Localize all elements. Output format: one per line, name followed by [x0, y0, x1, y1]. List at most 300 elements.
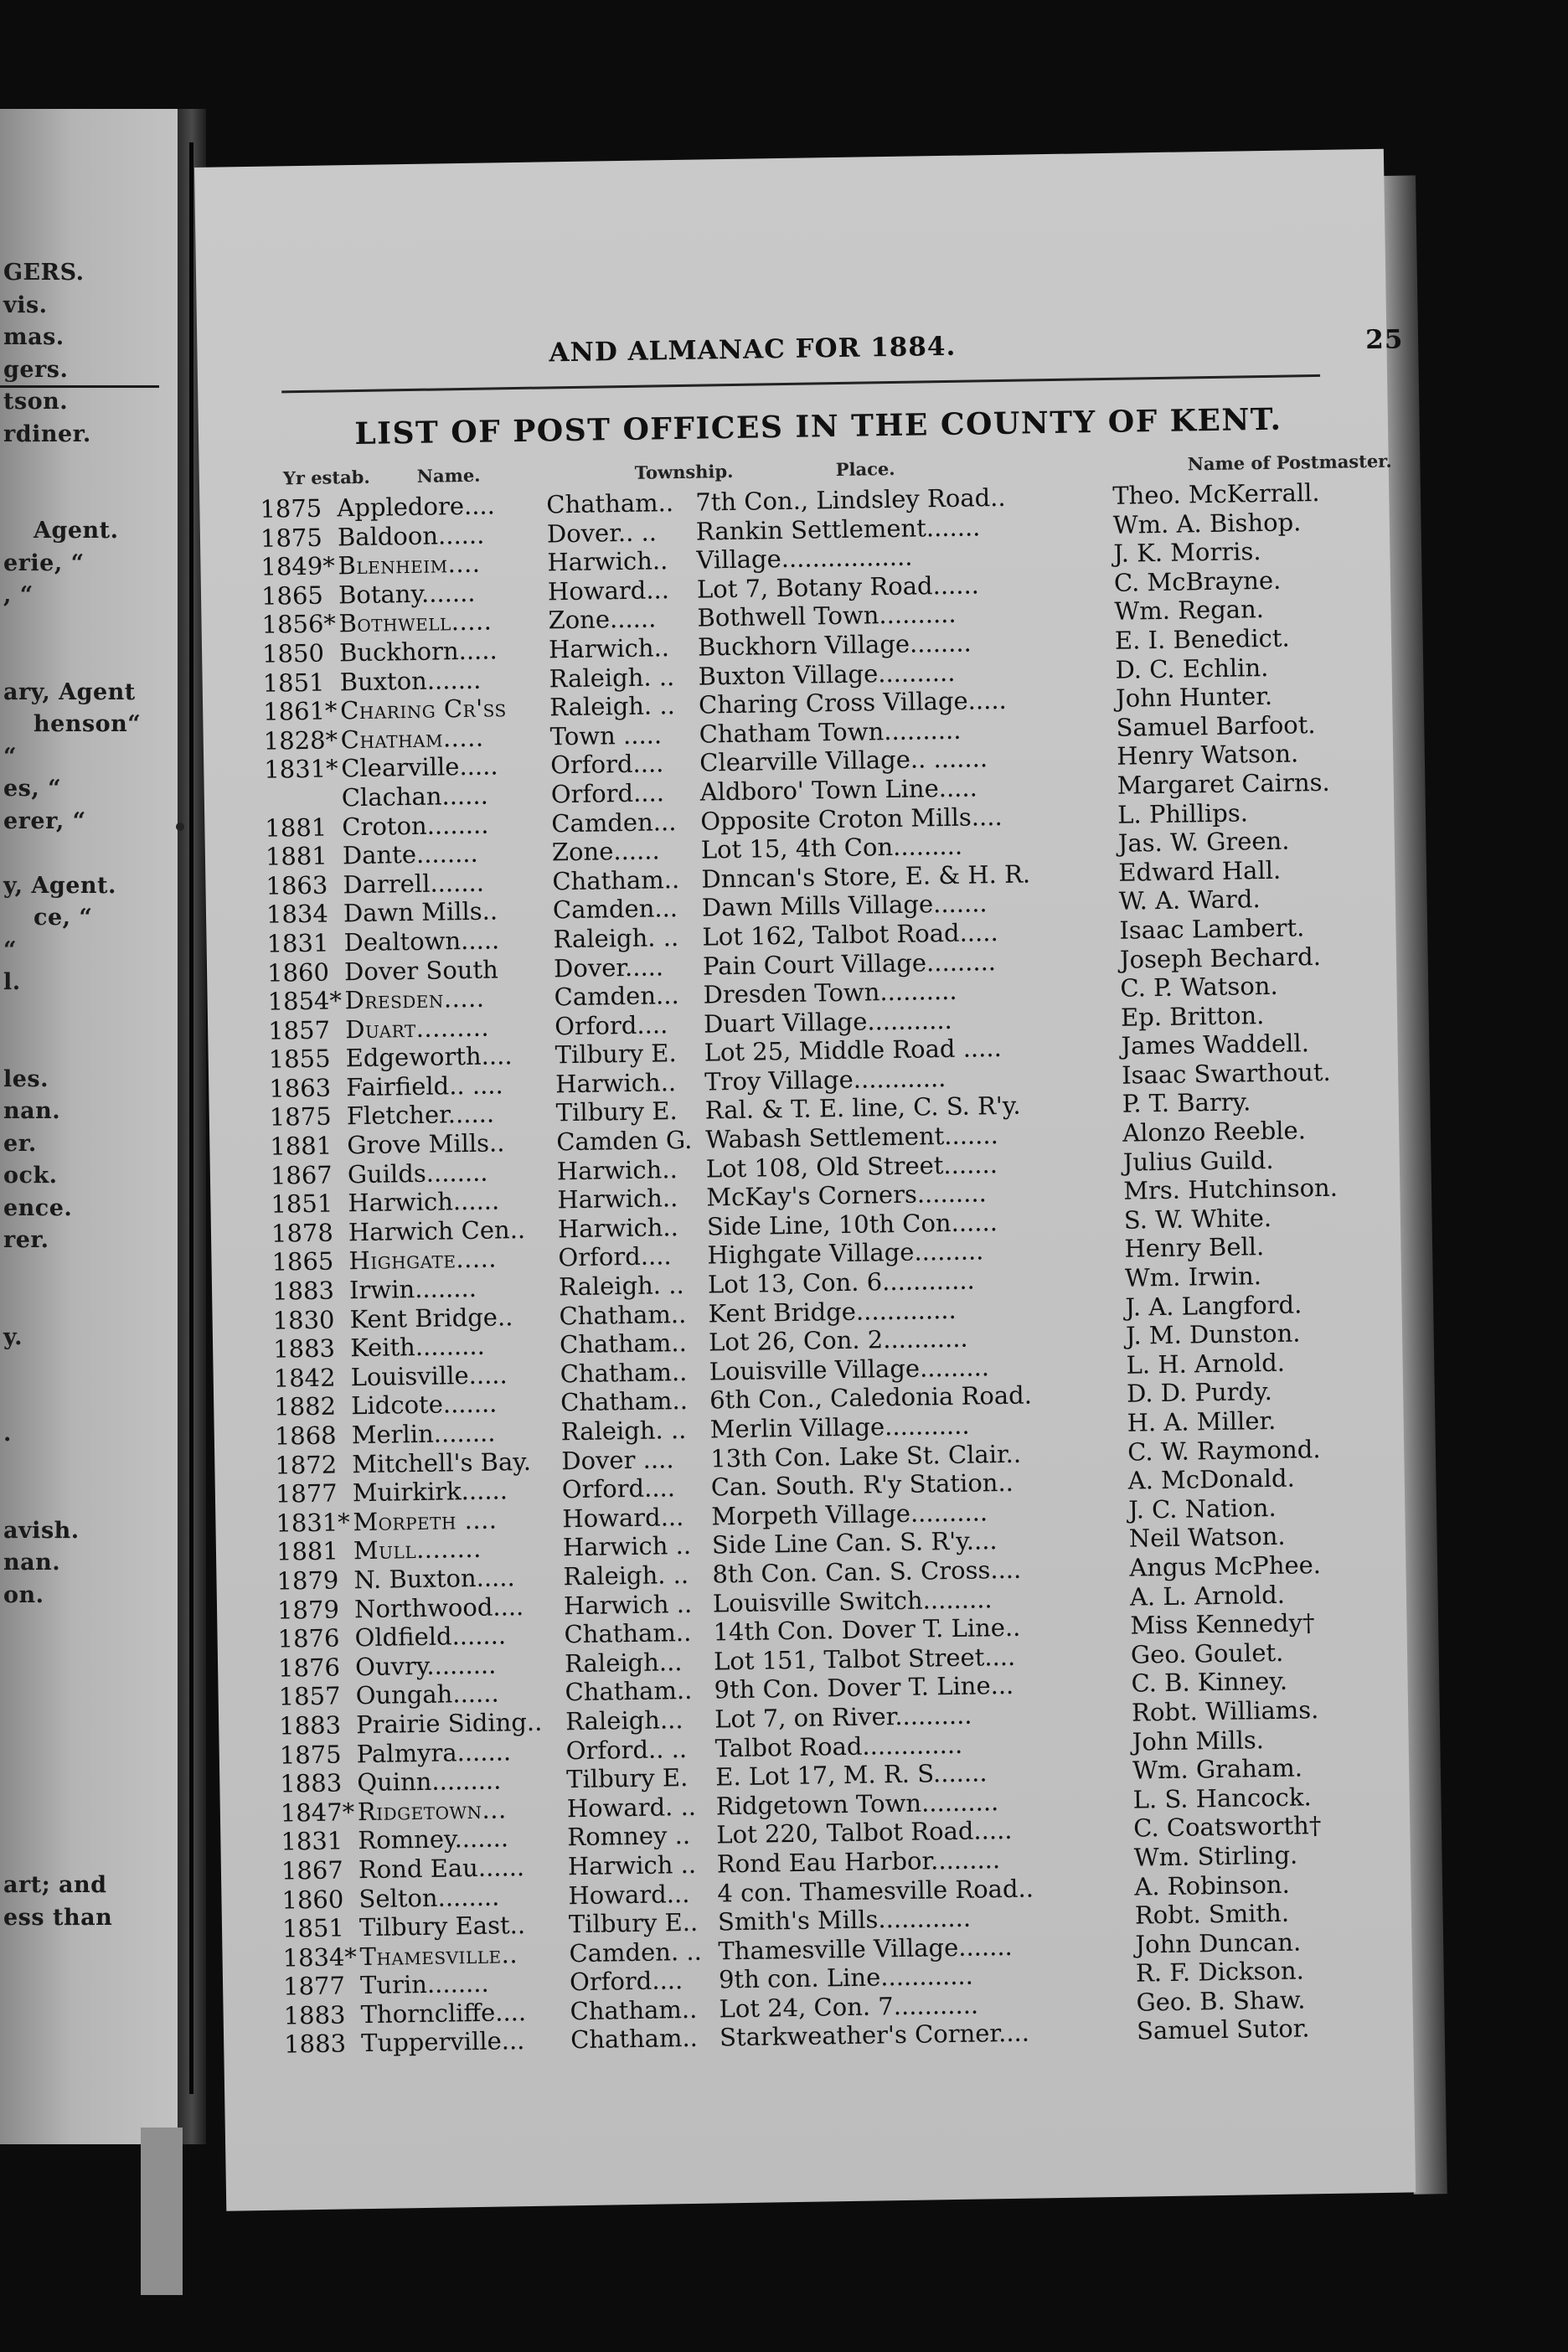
entry-place: Lot 7, on River..........	[714, 1700, 972, 1734]
entry-year: 1851	[271, 1189, 333, 1219]
entry-year: 1875	[269, 1102, 332, 1132]
entry-year: 1830	[272, 1305, 335, 1335]
entry-place: 13th Con. Lake St. Clair..	[710, 1439, 1022, 1473]
entry-postmaster: A. L. Arnold.	[1129, 1580, 1286, 1612]
entry-postmaster: Samuel Sutor.	[1136, 2014, 1310, 2046]
entry-place: Louisville Village.........	[709, 1353, 990, 1386]
left-page-line: “	[3, 743, 18, 770]
left-page-line: on.	[3, 1581, 44, 1608]
entry-name: Thamesville..	[359, 1939, 518, 1971]
entry-township: Tilbury E.	[555, 1096, 678, 1127]
entry-name: Buxton.......	[339, 665, 482, 696]
left-page-line: henson“	[34, 711, 142, 737]
entry-postmaster: S. W. White.	[1123, 1203, 1272, 1235]
entry-postmaster: C. McBrayne.	[1113, 565, 1282, 597]
entry-name: Clearville.....	[341, 751, 498, 783]
entry-postmaster: Mrs. Hutchinson.	[1123, 1173, 1338, 1205]
entry-place: Lot 24, Con. 7...........	[719, 1990, 979, 2024]
entry-name: Northwood....	[353, 1591, 524, 1623]
entry-township: Raleigh. ..	[558, 1271, 684, 1302]
entry-place: Lot 26, Con. 2...........	[708, 1323, 968, 1357]
entry-township: Chatham..	[560, 1386, 689, 1417]
entry-year: 1882	[273, 1391, 337, 1422]
entry-township: Chatham..	[546, 488, 674, 519]
left-page-line: vis.	[3, 291, 48, 318]
entry-name: Guilds........	[347, 1158, 488, 1189]
entry-township: Howard...	[562, 1502, 684, 1534]
entry-township: Chatham..	[559, 1299, 687, 1330]
entry-year: 1883	[278, 1710, 342, 1741]
entry-township: Camden...	[552, 894, 678, 925]
entry-year: 1831	[266, 928, 329, 958]
entry-name: Appledore....	[337, 491, 496, 523]
entry-postmaster: C. P. Watson.	[1120, 971, 1278, 1003]
entry-year: 1875	[279, 1740, 342, 1770]
entry-township: Harwich..	[556, 1154, 678, 1186]
entry-postmaster: H. A. Miller.	[1127, 1406, 1277, 1437]
running-head	[549, 324, 1404, 369]
entry-year: 1878	[271, 1218, 334, 1248]
entry-name: Merlin........	[351, 1418, 496, 1450]
entry-year: 1881	[270, 1131, 333, 1161]
entry-place: Lot 13, Con. 6............	[707, 1266, 976, 1299]
entry-place: Smith's Mills............	[717, 1903, 972, 1937]
entry-township: Camden...	[551, 807, 677, 838]
entry-name: Blenheim....	[338, 549, 481, 580]
entry-township: Chatham..	[552, 864, 680, 896]
entry-name: Lidcote.......	[350, 1389, 498, 1421]
entry-year: 1876	[277, 1623, 340, 1653]
entry-postmaster: Geo. Goulet.	[1130, 1638, 1284, 1669]
entry-name: Kent Bridge..	[349, 1302, 513, 1333]
entry-place: Dnncan's Store, E. & H. R.	[701, 859, 1031, 894]
entry-township: Dover ....	[561, 1444, 674, 1475]
entry-year: 1881	[265, 841, 328, 871]
left-page-line: ary, Agent	[3, 678, 136, 705]
entry-name: Oungah......	[355, 1679, 499, 1710]
col-head-township: Township.	[634, 460, 734, 483]
entry-year: 1851	[281, 1913, 345, 1943]
left-page-line: l.	[3, 969, 21, 995]
entry-township: Raleigh. ..	[549, 662, 675, 693]
entry-postmaster: Margaret Cairns.	[1117, 767, 1330, 800]
entry-township: Harwich..	[554, 1067, 677, 1099]
entry-place: 7th Con., Lindsley Road..	[695, 482, 1006, 517]
entry-township: Camden...	[554, 981, 679, 1012]
entry-township: Zone......	[551, 836, 660, 867]
entry-year: 1868	[274, 1421, 337, 1451]
entry-year: 1867	[281, 1855, 344, 1885]
left-page-line: GERS.	[3, 260, 85, 286]
entry-year: 1834*	[282, 1942, 358, 1973]
entry-township: Harwich..	[547, 546, 668, 577]
col-head-postmaster: Name of Postmaster.	[1187, 450, 1392, 475]
entry-postmaster: Wm. Irwin.	[1124, 1261, 1262, 1292]
entry-year: 1877	[282, 1971, 346, 2001]
entry-postmaster: Henry Bell.	[1124, 1232, 1265, 1264]
entry-township: Zone......	[548, 604, 657, 635]
entry-place: Village.................	[696, 542, 913, 575]
entry-place: Dawn Mills Village.......	[701, 889, 988, 922]
entry-year: 1865	[271, 1246, 334, 1277]
left-page-line: ess than	[3, 1904, 113, 1931]
entry-name: Ridgetown...	[357, 1795, 507, 1826]
entry-township: Raleigh. ..	[563, 1560, 689, 1591]
left-page-line: ence.	[3, 1194, 73, 1221]
entry-name: Harwich......	[348, 1186, 500, 1218]
entry-postmaster: J. M. Dunston.	[1125, 1318, 1301, 1350]
entry-year: 1857	[267, 1015, 331, 1045]
entry-postmaster: E. I. Benedict.	[1114, 623, 1291, 655]
gutter-line	[189, 142, 193, 2094]
entry-township: Chatham..	[560, 1357, 688, 1389]
entry-township: Howard. ..	[566, 1792, 697, 1823]
entry-year: 1834	[266, 899, 329, 930]
entry-place: Side Line, 10th Con......	[706, 1207, 998, 1241]
page-number: 25	[1364, 324, 1404, 356]
entry-place: Troy Village............	[704, 1063, 946, 1096]
entry-year: 1877	[275, 1478, 338, 1509]
entry-postmaster: A. Robinson.	[1134, 1870, 1291, 1901]
entry-place: 8th Con. Can. S. Cross....	[712, 1555, 1022, 1589]
left-page-line: avish.	[3, 1517, 80, 1544]
entry-name: Charing Cr'ss	[339, 694, 507, 725]
entry-year: 1875	[260, 493, 322, 524]
entry-place: Ridgetown Town..........	[715, 1787, 999, 1821]
entry-township: Chatham..	[559, 1328, 688, 1359]
entry-postmaster: Robt. Smith.	[1134, 1898, 1290, 1930]
left-page-line: gers.	[3, 356, 69, 383]
entry-place: Louisville Switch.........	[712, 1584, 993, 1618]
entry-postmaster: Robt. Williams.	[1131, 1695, 1319, 1727]
entry-township: Orford....	[550, 778, 665, 809]
list-title: LIST OF POST OFFICES IN THE COUNTY OF KENT.	[354, 401, 1282, 452]
entry-township: Harwich..	[548, 633, 670, 664]
entry-postmaster: P. T. Barry.	[1122, 1087, 1251, 1119]
entry-place: Lot 151, Talbot Street....	[713, 1642, 1016, 1676]
entry-name: Tupperville...	[360, 2026, 525, 2058]
entry-postmaster: R. F. Dickson.	[1135, 1956, 1305, 1988]
col-head-place: Place.	[835, 457, 895, 481]
binding-band	[141, 2128, 183, 2295]
left-page-rule	[0, 385, 159, 388]
entry-place: Clearville Village.. .......	[699, 744, 988, 777]
entry-place: Charing Cross Village.....	[698, 686, 1008, 720]
entry-name: Grove Mills..	[347, 1128, 505, 1160]
left-page	[0, 109, 178, 2144]
entry-year: 1831*	[276, 1508, 351, 1538]
entry-place: Lot 25, Middle Road .....	[704, 1034, 1003, 1067]
entry-place: Bothwell Town..........	[697, 600, 957, 633]
entry-place: Highgate Village.........	[707, 1236, 984, 1270]
entry-township: Orford.. ..	[565, 1734, 688, 1765]
entry-postmaster: J. C. Nation.	[1128, 1493, 1277, 1524]
entry-township: Chatham..	[570, 1994, 698, 2026]
entry-name: Thorncliffe....	[360, 1997, 527, 2030]
left-page-line: tson.	[3, 389, 69, 415]
left-page-line: rer.	[3, 1227, 49, 1253]
entry-place: Buxton Village..........	[698, 658, 956, 691]
entry-township: Dover.....	[553, 952, 664, 983]
entry-postmaster: Wm. A. Bishop.	[1112, 507, 1302, 539]
entry-place: Duart Village...........	[703, 1005, 953, 1039]
entry-place: Buckhorn Village........	[697, 628, 972, 662]
entry-name: Fairfield.. ....	[346, 1070, 503, 1102]
entry-name: Harwich Cen..	[348, 1215, 526, 1247]
entry-place: Starkweather's Corner....	[719, 2019, 1030, 2052]
entry-year: 1872	[275, 1450, 338, 1480]
entry-township: Chatham..	[564, 1618, 692, 1649]
entry-year: 1881	[276, 1536, 339, 1567]
entry-postmaster: Wm. Stirling.	[1133, 1840, 1298, 1872]
entry-year: 1883	[283, 2029, 347, 2060]
left-page-line: .	[3, 1421, 12, 1447]
left-page-line: y.	[3, 1323, 23, 1350]
entry-name: Botany.......	[338, 578, 476, 610]
entry-year: 1865	[260, 580, 324, 611]
entry-name: Louisville.....	[350, 1360, 508, 1392]
entry-place: Rankin Settlement.......	[695, 512, 981, 546]
entry-year: 1875	[260, 523, 323, 553]
left-page-line: nan.	[3, 1098, 61, 1124]
right-page	[194, 149, 1416, 2211]
entry-year: 1867	[270, 1160, 333, 1190]
entry-place: Thamesville Village.......	[718, 1932, 1013, 1966]
entry-year: 1883	[283, 2000, 346, 2030]
entry-year: 1851	[262, 668, 325, 698]
entry-postmaster: Samuel Barfoot.	[1116, 709, 1316, 742]
entry-year: 1879	[276, 1565, 339, 1596]
entry-name: Keith.........	[349, 1331, 486, 1363]
entry-postmaster: Edward Hall.	[1118, 855, 1282, 887]
entry-name: Darrell.......	[343, 868, 485, 900]
entry-year: 1861*	[262, 696, 338, 726]
entry-year: 1881	[265, 812, 328, 843]
entry-year: 1860	[266, 957, 330, 988]
entry-place: 4 con. Thamesville Road..	[717, 1874, 1034, 1907]
entry-place: Lot 220, Talbot Road.....	[716, 1816, 1013, 1849]
entry-township: Orford....	[558, 1241, 672, 1272]
entry-township: Tilbury E.	[566, 1763, 689, 1794]
left-page-line: y, Agent.	[3, 872, 116, 899]
col-head-name: Name.	[416, 464, 481, 487]
entry-year: 1856*	[261, 609, 337, 640]
entry-year: 1828*	[263, 725, 338, 756]
entry-place: Lot 162, Talbot Road.....	[702, 917, 998, 952]
entry-name: Chatham.....	[340, 723, 484, 755]
entry-year: 1854*	[267, 986, 343, 1016]
entry-place: Talbot Road.............	[714, 1730, 963, 1762]
entry-year: 1857	[278, 1681, 341, 1711]
entry-place: 14th Con. Dover T. Line..	[713, 1612, 1021, 1647]
entry-year: 1850	[261, 638, 325, 668]
entry-name: Dawn Mills..	[343, 896, 498, 928]
entry-township: Romney ..	[567, 1821, 691, 1852]
entry-year: 1831*	[264, 754, 338, 785]
entry-township: Town .....	[549, 720, 663, 751]
entry-postmaster: Wm. Regan.	[1114, 595, 1265, 627]
entry-place: Rond Eau Harbor.........	[716, 1845, 1001, 1879]
running-title: AND ALMANAC FOR 1884.	[549, 331, 957, 369]
entry-place: Wabash Settlement.......	[705, 1121, 999, 1154]
entry-year: 1863	[266, 870, 328, 900]
entry-place: 9th con. Line............	[718, 1961, 974, 1994]
entry-place: Merlin Village...........	[709, 1411, 970, 1444]
entry-township: Tilbury E..	[568, 1907, 699, 1939]
left-page-line: es, “	[3, 776, 62, 802]
entry-place: McKay's Corners.........	[706, 1179, 988, 1212]
entry-postmaster: W. A. Ward.	[1118, 885, 1261, 916]
entry-place: 9th Con. Dover T. Line...	[714, 1671, 1014, 1705]
entry-township: Orford....	[554, 1009, 668, 1041]
left-page-line: er.	[3, 1130, 37, 1157]
entry-place: E. Lot 17, M. R. S.......	[714, 1758, 988, 1792]
entry-name: Dante........	[342, 838, 478, 870]
entry-postmaster: Alonzo Reeble.	[1122, 1116, 1307, 1148]
entry-name: Highgate.....	[348, 1244, 498, 1276]
entry-postmaster: Julius Guild.	[1122, 1145, 1274, 1177]
entry-name: Rond Eau......	[358, 1852, 525, 1885]
entry-name: Tilbury East..	[358, 1911, 526, 1942]
entry-name: Buckhorn.....	[338, 636, 498, 668]
entry-township: Tilbury E.	[554, 1039, 677, 1070]
left-page-line: ock.	[3, 1163, 58, 1189]
entry-year: 1847*	[280, 1797, 355, 1828]
entry-postmaster: John Mills.	[1132, 1725, 1265, 1756]
entry-postmaster: J. K. Morris.	[1113, 537, 1261, 569]
entry-postmaster: John Duncan.	[1135, 1927, 1302, 1959]
entry-place: Morpeth Village..........	[711, 1498, 988, 1531]
entry-place: Lot 108, Old Street.......	[705, 1149, 998, 1184]
entry-name: Croton........	[342, 810, 489, 841]
col-head-year: Yr estab.	[282, 466, 370, 489]
entry-postmaster: Theo. McKerrall.	[1112, 477, 1320, 510]
entry-place: Lot 15, 4th Con.........	[700, 831, 963, 864]
left-page-line: “	[3, 936, 18, 963]
entry-township: Harwich ..	[562, 1531, 692, 1562]
entry-name: Mitchell's Bay.	[352, 1447, 532, 1478]
entry-township: Dover.. ..	[546, 517, 658, 549]
entry-postmaster: Ep. Britton.	[1120, 1000, 1265, 1032]
entry-year: 1849*	[260, 551, 336, 581]
entry-name: Palmyra.......	[356, 1736, 512, 1768]
entry-postmaster: John Hunter.	[1115, 682, 1273, 713]
entry-township: Harwich ..	[563, 1589, 693, 1620]
entry-name: Duart.........	[344, 1013, 490, 1044]
entry-township: Raleigh. ..	[560, 1415, 687, 1447]
entry-postmaster: L. S. Hancock.	[1132, 1782, 1312, 1814]
entry-name: Dealtown.....	[343, 926, 500, 957]
entry-postmaster: L. Phillips.	[1117, 797, 1249, 829]
entry-postmaster: Wm. Graham.	[1132, 1753, 1303, 1785]
entry-postmaster: D. D. Purdy.	[1126, 1377, 1273, 1409]
left-page-line: mas.	[3, 324, 64, 350]
entry-postmaster: J. A. Langford.	[1125, 1290, 1302, 1322]
entry-postmaster: D. C. Echlin.	[1115, 652, 1269, 684]
entry-township: Raleigh. ..	[553, 922, 679, 954]
entry-place: Lot 7, Botany Road......	[696, 570, 980, 604]
entry-township: Camden G.	[556, 1125, 693, 1157]
entry-name: Ouvry.........	[354, 1650, 497, 1681]
entry-year: 1879	[276, 1595, 340, 1625]
entry-name: Mull........	[353, 1534, 482, 1565]
entry-year: 1883	[271, 1276, 335, 1306]
entry-year: 1831	[281, 1826, 343, 1856]
entry-township: Orford....	[561, 1473, 676, 1504]
entry-township: Harwich..	[557, 1212, 679, 1244]
entry-place: Dresden Town..........	[703, 976, 957, 1009]
entry-year: 1876	[277, 1653, 341, 1683]
entry-postmaster: James Waddell.	[1121, 1029, 1310, 1061]
entry-name: Turin........	[359, 1969, 489, 2000]
left-page-line: les.	[3, 1065, 49, 1092]
entry-township: Orford....	[569, 1966, 683, 1997]
entry-township: Howard...	[547, 575, 670, 606]
left-page-line: erer, “	[3, 807, 86, 834]
entry-name: Edgeworth....	[345, 1041, 513, 1073]
post-office-list	[260, 477, 1390, 2060]
entry-township: Chatham..	[565, 1676, 693, 1707]
entry-place: Opposite Croton Mills....	[700, 802, 1003, 836]
entry-place: Side Line Can. S. R'y....	[711, 1526, 998, 1560]
entry-postmaster: Jas. W. Green.	[1117, 826, 1290, 858]
entry-township: Raleigh. ..	[549, 691, 676, 722]
entry-name: Dover South	[343, 954, 499, 986]
entry-place: Pain Court Village.........	[702, 946, 997, 981]
entry-postmaster: A. McDonald.	[1127, 1463, 1296, 1495]
left-page-line: Agent.	[34, 518, 119, 544]
left-page-line: rdiner.	[3, 420, 91, 447]
entry-name: Prairie Siding..	[355, 1707, 543, 1740]
entry-township: Harwich..	[557, 1184, 678, 1215]
entry-township: Orford....	[549, 749, 664, 780]
entry-year: 1863	[269, 1073, 332, 1103]
entry-year: 1842	[273, 1363, 336, 1393]
entry-name: Selton........	[358, 1882, 500, 1913]
entry-name: Morpeth ....	[353, 1505, 498, 1537]
entry-postmaster: C. B. Kinney.	[1131, 1667, 1288, 1698]
entry-township: Harwich ..	[567, 1849, 697, 1881]
entry-township: Chatham..	[570, 2024, 699, 2055]
entry-name: N. Buxton.....	[353, 1563, 515, 1595]
entry-name: Quinn.........	[357, 1766, 502, 1798]
entry-place: Kent Bridge.............	[708, 1295, 957, 1328]
entry-township: Camden. ..	[569, 1937, 703, 1968]
entry-year: 1860	[281, 1884, 344, 1915]
left-page-line: , “	[3, 582, 34, 608]
entry-postmaster: Angus McPhee.	[1129, 1550, 1322, 1582]
entry-year: 1883	[280, 1768, 343, 1798]
entry-name: Bothwell.....	[338, 606, 493, 638]
entry-township: Howard...	[568, 1879, 690, 1910]
entry-place: Ral. & T. E. line, C. S. R'y.	[704, 1091, 1021, 1126]
entry-postmaster: C. W. Raymond.	[1127, 1434, 1321, 1467]
entry-name: Baldoon......	[337, 520, 485, 551]
entry-postmaster: Joseph Bechard.	[1119, 941, 1322, 974]
entry-year: 1883	[272, 1333, 336, 1364]
entry-name: Clachan......	[341, 781, 489, 812]
entry-name: Muirkirk......	[352, 1476, 508, 1508]
entry-name: Romney.......	[358, 1823, 509, 1855]
entry-township: Raleigh...	[564, 1647, 683, 1679]
left-page-line: erie, “	[3, 549, 85, 576]
entry-place: 6th Con., Caledonia Road.	[709, 1380, 1033, 1415]
entry-postmaster: Henry Watson.	[1116, 739, 1299, 771]
left-page-line: nan.	[3, 1550, 61, 1576]
entry-name: Dresden.....	[344, 983, 485, 1015]
left-page-line: ce, “	[34, 905, 93, 931]
entry-year: 1855	[268, 1044, 331, 1075]
